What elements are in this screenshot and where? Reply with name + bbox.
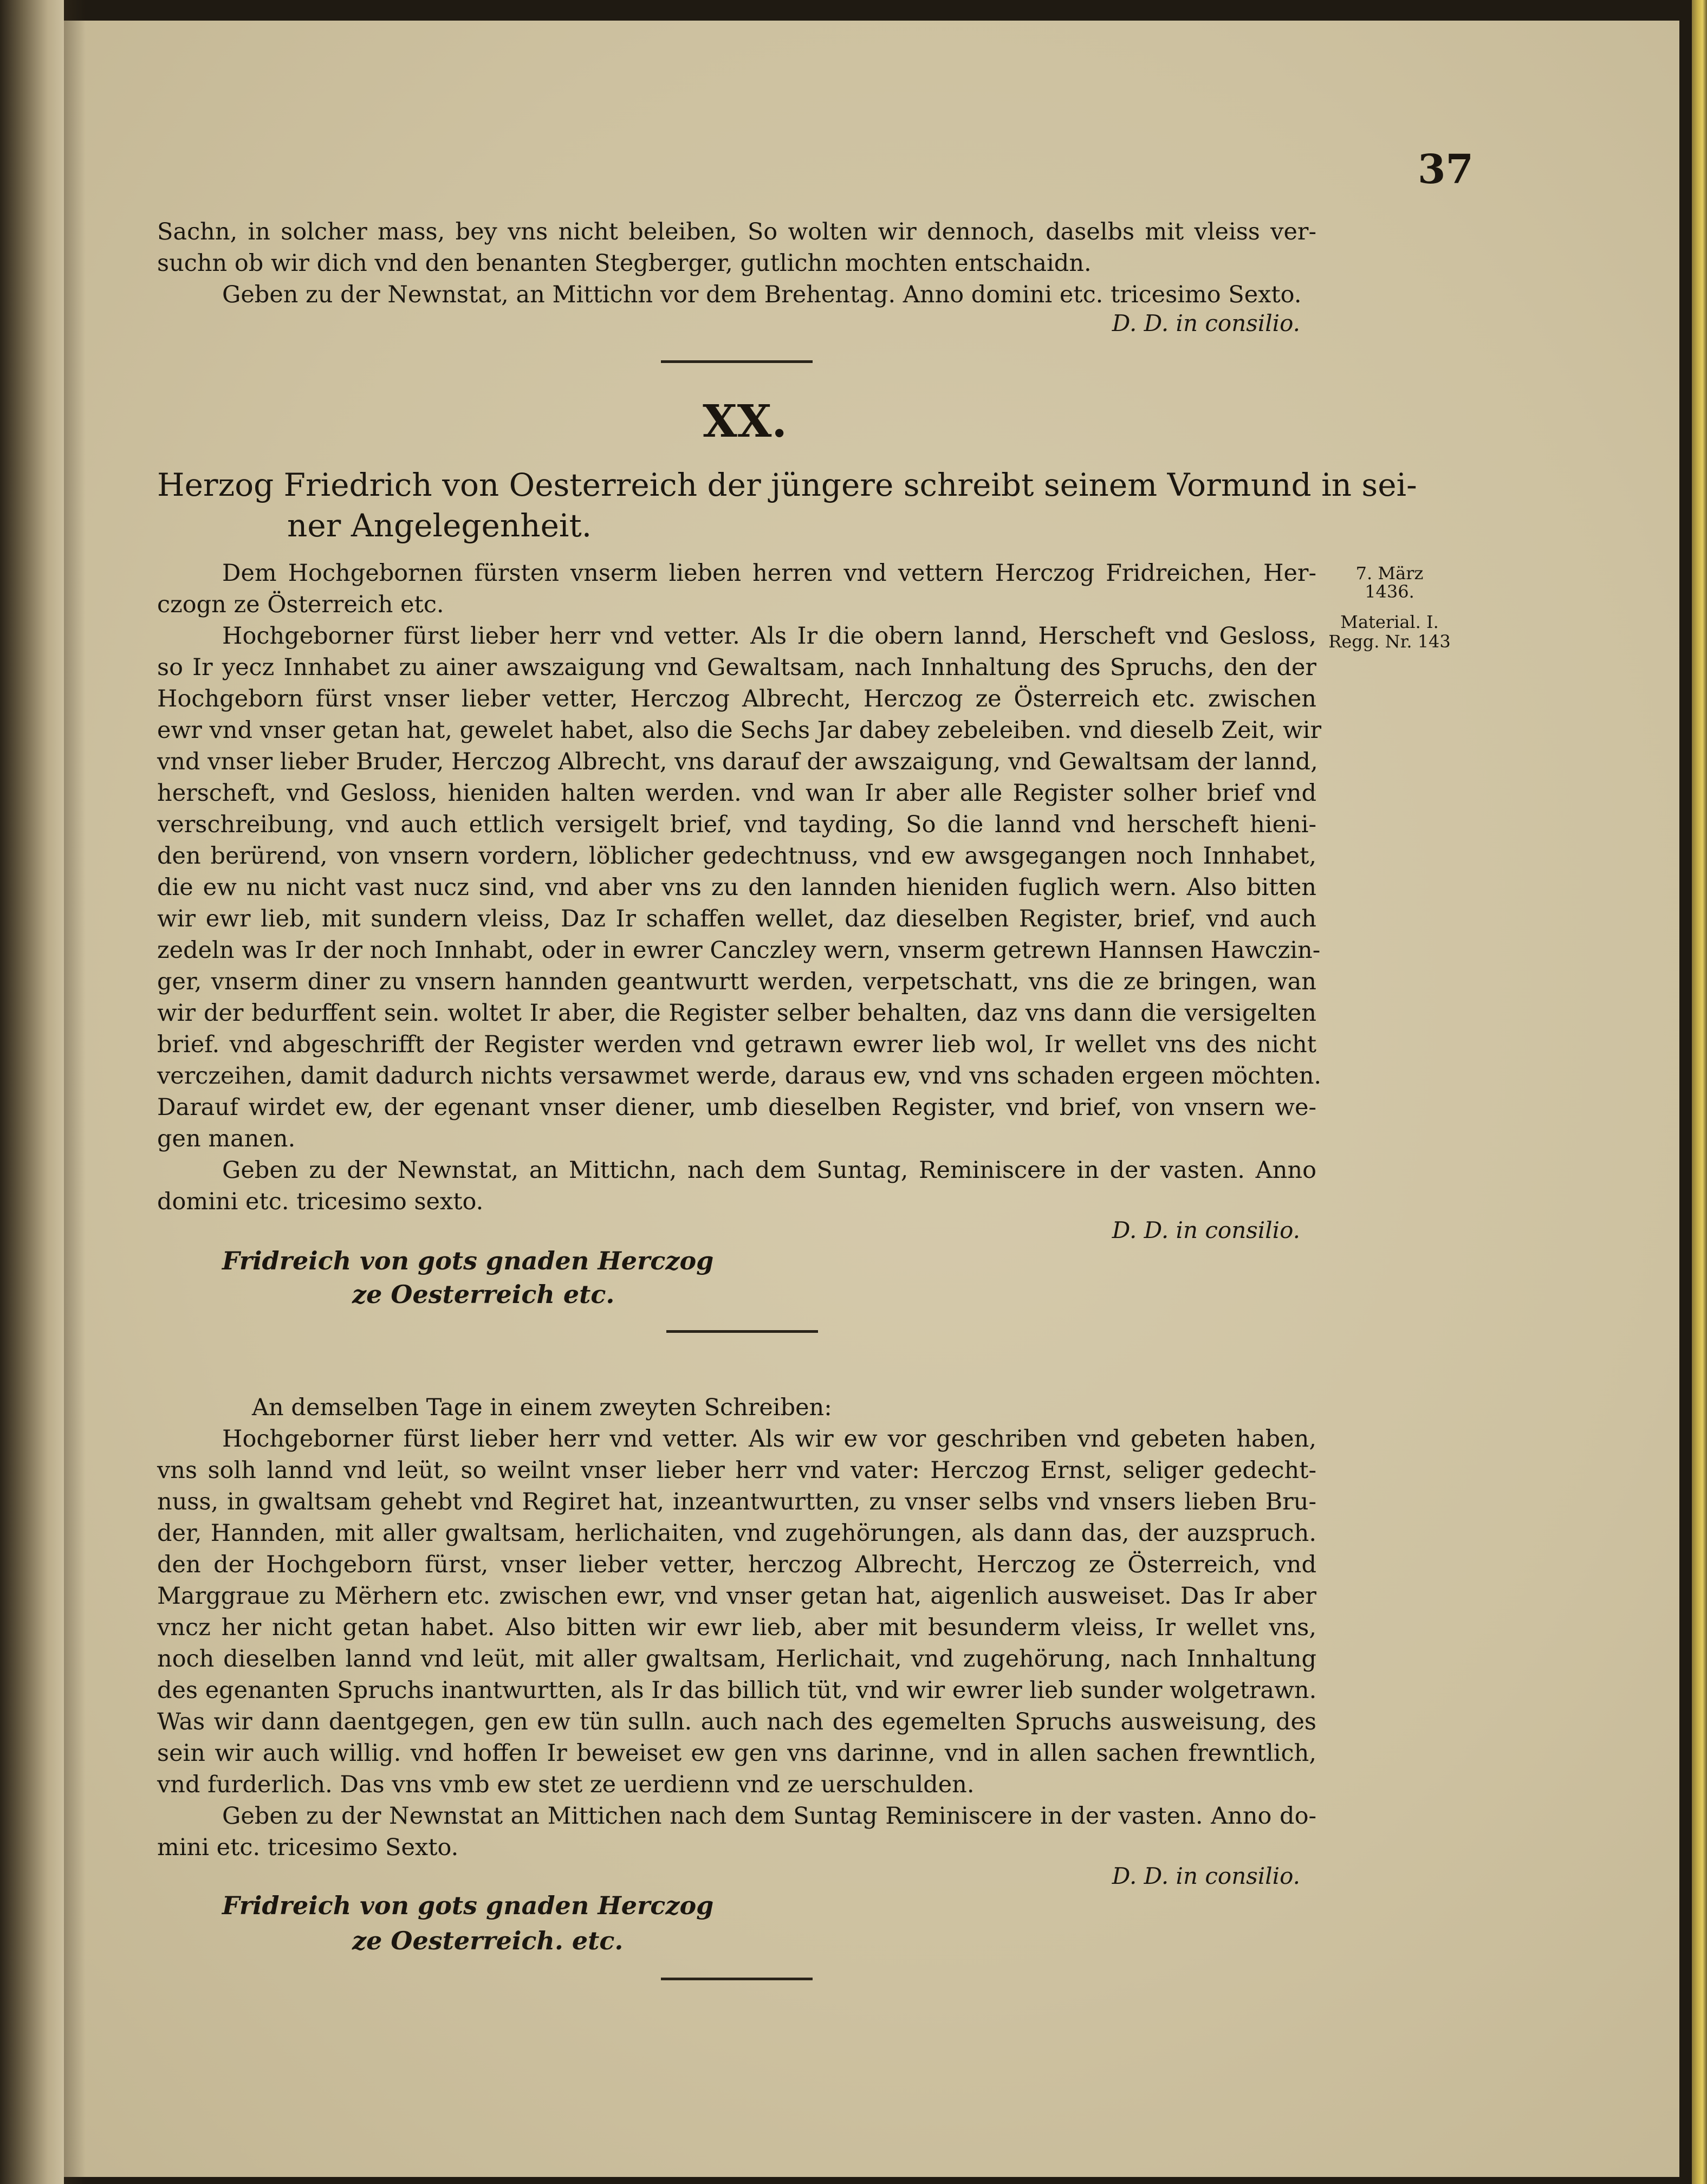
body1-line: brief. vnd abgeschrifft der Register werden vnd getrawn ewrer lieb wol, Ir wellet vns des nicht bbox=[157, 1031, 1316, 1058]
margin-year: 1436. bbox=[1365, 581, 1414, 602]
document-numeral: XX. bbox=[703, 396, 787, 448]
divider-rule bbox=[666, 1330, 818, 1333]
document-title-line-1: Herzog Friedrich von Oesterreich der jüngere schreibt seinem Vormund in sei- bbox=[157, 466, 1417, 503]
body2-line: vnd furderlich. Das vns vmb ew stet ze uerdienn vnd ze uerschulden. bbox=[157, 1771, 975, 1798]
body2-line: noch dieselben lannd vnd leüt, mit aller gwaltsam, Herlichait, vnd zugehörung, nach Innhaltung bbox=[157, 1645, 1316, 1673]
divider-rule bbox=[661, 360, 813, 363]
opening-signature: D. D. in consilio. bbox=[1112, 310, 1300, 336]
body1-line: gen manen. bbox=[157, 1125, 296, 1152]
body1-line: so Ir yecz Innhabet zu ainer awszaigung vnd Gewaltsam, nach Innhaltung des Spruchs, den der bbox=[157, 654, 1316, 681]
body2-line: Was wir dann daentgegen, gen ew tün sulln. auch nach des egemelten Spruchs ausweisung, des bbox=[157, 1708, 1316, 1735]
signature-2: D. D. in consilio. bbox=[1112, 1863, 1300, 1889]
body2-line: der, Hannden, mit aller gwaltsam, herlichaiten, vnd zugehörungen, als dann das, der auzspruch. bbox=[157, 1520, 1316, 1547]
body1-line: vnd vnser lieber Bruder, Herczog Albrecht, vns darauf der awszaigung, vnd Gewaltsam der lannd, bbox=[157, 748, 1318, 775]
body1-line: zedeln was Ir der noch Innhabt, oder in ewrer Canczley wern, vnserm getrewn Hannsen Hawczin- bbox=[157, 937, 1321, 964]
body2-line: den der Hochgeborn fürst, vnser lieber vetter, herczog Albrecht, Herczog ze Österreich, vnd bbox=[157, 1551, 1316, 1578]
divider-rule bbox=[661, 1978, 813, 1980]
page-number: 37 bbox=[1418, 146, 1474, 193]
body1-line: verschreibung, vnd auch ettlich versigelt brief, vnd tayding, So die lannd vnd herscheft hieni- bbox=[157, 811, 1316, 838]
body1-line: Hochgeborner fürst lieber herr vnd vetter. Als Ir die obern lannd, Herscheft vnd Gesloss, bbox=[222, 623, 1316, 650]
signature-1: D. D. in consilio. bbox=[1112, 1217, 1300, 1243]
body1-line: die ew nu nicht vast nucz sind, vnd aber vns zu den lannden hieniden fuglich wern. Also bitten bbox=[157, 874, 1316, 901]
body1-line: czogn ze Österreich etc. bbox=[157, 591, 444, 618]
margin-date: 7. März bbox=[1355, 563, 1424, 584]
body2-line: Marggraue zu Mërhern etc. zwischen ewr, vnd vnser getan hat, aigenlich ausweiset. Das Ir aber bbox=[157, 1583, 1316, 1610]
body1-line: den berürend, von vnsern vordern, löblicher gedechtnuss, vnd ew awsgegangen noch Innhabet, bbox=[157, 843, 1316, 870]
opening-line-3: Geben zu der Newnstat, an Mittichn vor dem Brehentag. Anno domini etc. tricesimo Sexto. bbox=[222, 281, 1302, 308]
body2-line: nuss, in gwaltsam gehebt vnd Regiret hat, inzeantwurtten, zu vnser selbs vnd vnsers lieben Bru- bbox=[157, 1488, 1316, 1515]
body2-line: des egenanten Spruchs inantwurtten, als Ir das billich tüt, vnd wir ewrer lieb sunder wolgetrawn. bbox=[157, 1677, 1317, 1704]
body1-line: domini etc. tricesimo sexto. bbox=[157, 1188, 484, 1215]
body1-line: ewr vnd vnser getan hat, gewelet habet, also die Sechs Jar dabey zebeleiben. vnd dieselb Zeit, wir bbox=[157, 717, 1322, 744]
body2-line: An demselben Tage in einem zweyten Schreiben: bbox=[252, 1394, 832, 1421]
margin-ref-1: Material. I. bbox=[1340, 612, 1439, 632]
left-page-edge bbox=[0, 0, 64, 2184]
body1-line: wir der bedurffent sein. woltet Ir aber, die Register selber behalten, daz vns dann die versigelten bbox=[157, 1000, 1316, 1027]
body1-line: Dem Hochgebornen fürsten vnserm lieben herren vnd vettern Herczog Fridreichen, Her- bbox=[222, 560, 1316, 587]
body2-line: vncz her nicht getan habet. Also bitten wir ewr lieb, aber mit besunderm vleiss, Ir wellet vns, bbox=[157, 1614, 1316, 1641]
sender-2-line-1: Fridreich von gots gnaden Herczog bbox=[222, 1891, 714, 1920]
body1-line: Darauf wirdet ew, der egenant vnser diener, umb dieselben Register, vnd brief, von vnsern we- bbox=[157, 1094, 1316, 1121]
gilded-page-edge bbox=[1692, 0, 1707, 2184]
body1-line: herscheft, vnd Gesloss, hieniden halten werden. vnd wan Ir aber alle Register solher brief vnd bbox=[157, 780, 1316, 807]
body1-line: wir ewr lieb, mit sundern vleiss, Daz Ir schaffen wellet, daz dieselben Register, brief, vnd auch bbox=[157, 905, 1316, 932]
opening-line-1: Sachn, in solcher mass, bey vns nicht beleiben, So wolten wir dennoch, daselbs mit vleiss ver- bbox=[157, 218, 1316, 245]
body2-line: vns solh lannd vnd leüt, so weilnt vnser lieber herr vnd vater: Herczog Ernst, seliger gedecht- bbox=[157, 1457, 1316, 1484]
opening-line-2: suchn ob wir dich vnd den benanten Stegberger, gutlichn mochten entschaidn. bbox=[157, 250, 1092, 277]
body2-line: Hochgeborner fürst lieber herr vnd vetter. Als wir ew vor geschriben vnd gebeten haben, bbox=[222, 1425, 1316, 1453]
body2-line: Geben zu der Newnstat an Mittichen nach dem Suntag Reminiscere in der vasten. Anno do- bbox=[222, 1803, 1316, 1830]
margin-ref-2: Regg. Nr. 143 bbox=[1328, 631, 1451, 652]
sender-2-line-2: ze Oesterreich. etc. bbox=[352, 1926, 624, 1955]
body1-line: ger, vnserm diner zu vnsern hannden geantwurtt werden, verpetschatt, vns die ze bringen, wan bbox=[157, 968, 1316, 995]
body1-line: Hochgeborn fürst vnser lieber vetter, Herczog Albrecht, Herczog ze Österreich etc. zwischen bbox=[157, 685, 1316, 712]
body2-line: mini etc. tricesimo Sexto. bbox=[157, 1834, 459, 1861]
body1-line: verczeihen, damit dadurch nichts versawmet werde, daraus ew, vnd vns schaden ergeen möchten. bbox=[157, 1062, 1322, 1090]
document-title-line-2: ner Angelegenheit. bbox=[287, 507, 592, 544]
gutter-shadow bbox=[64, 0, 86, 2184]
sender-1-line-2: ze Oesterreich etc. bbox=[352, 1280, 615, 1309]
sender-1-line-1: Fridreich von gots gnaden Herczog bbox=[222, 1246, 714, 1275]
body1-line: Geben zu der Newnstat, an Mittichn, nach dem Suntag, Reminiscere in der vasten. Anno bbox=[222, 1157, 1316, 1184]
body2-line: sein wir auch willig. vnd hoffen Ir beweiset ew gen vns darinne, vnd in allen sachen frewntlich, bbox=[157, 1740, 1316, 1767]
